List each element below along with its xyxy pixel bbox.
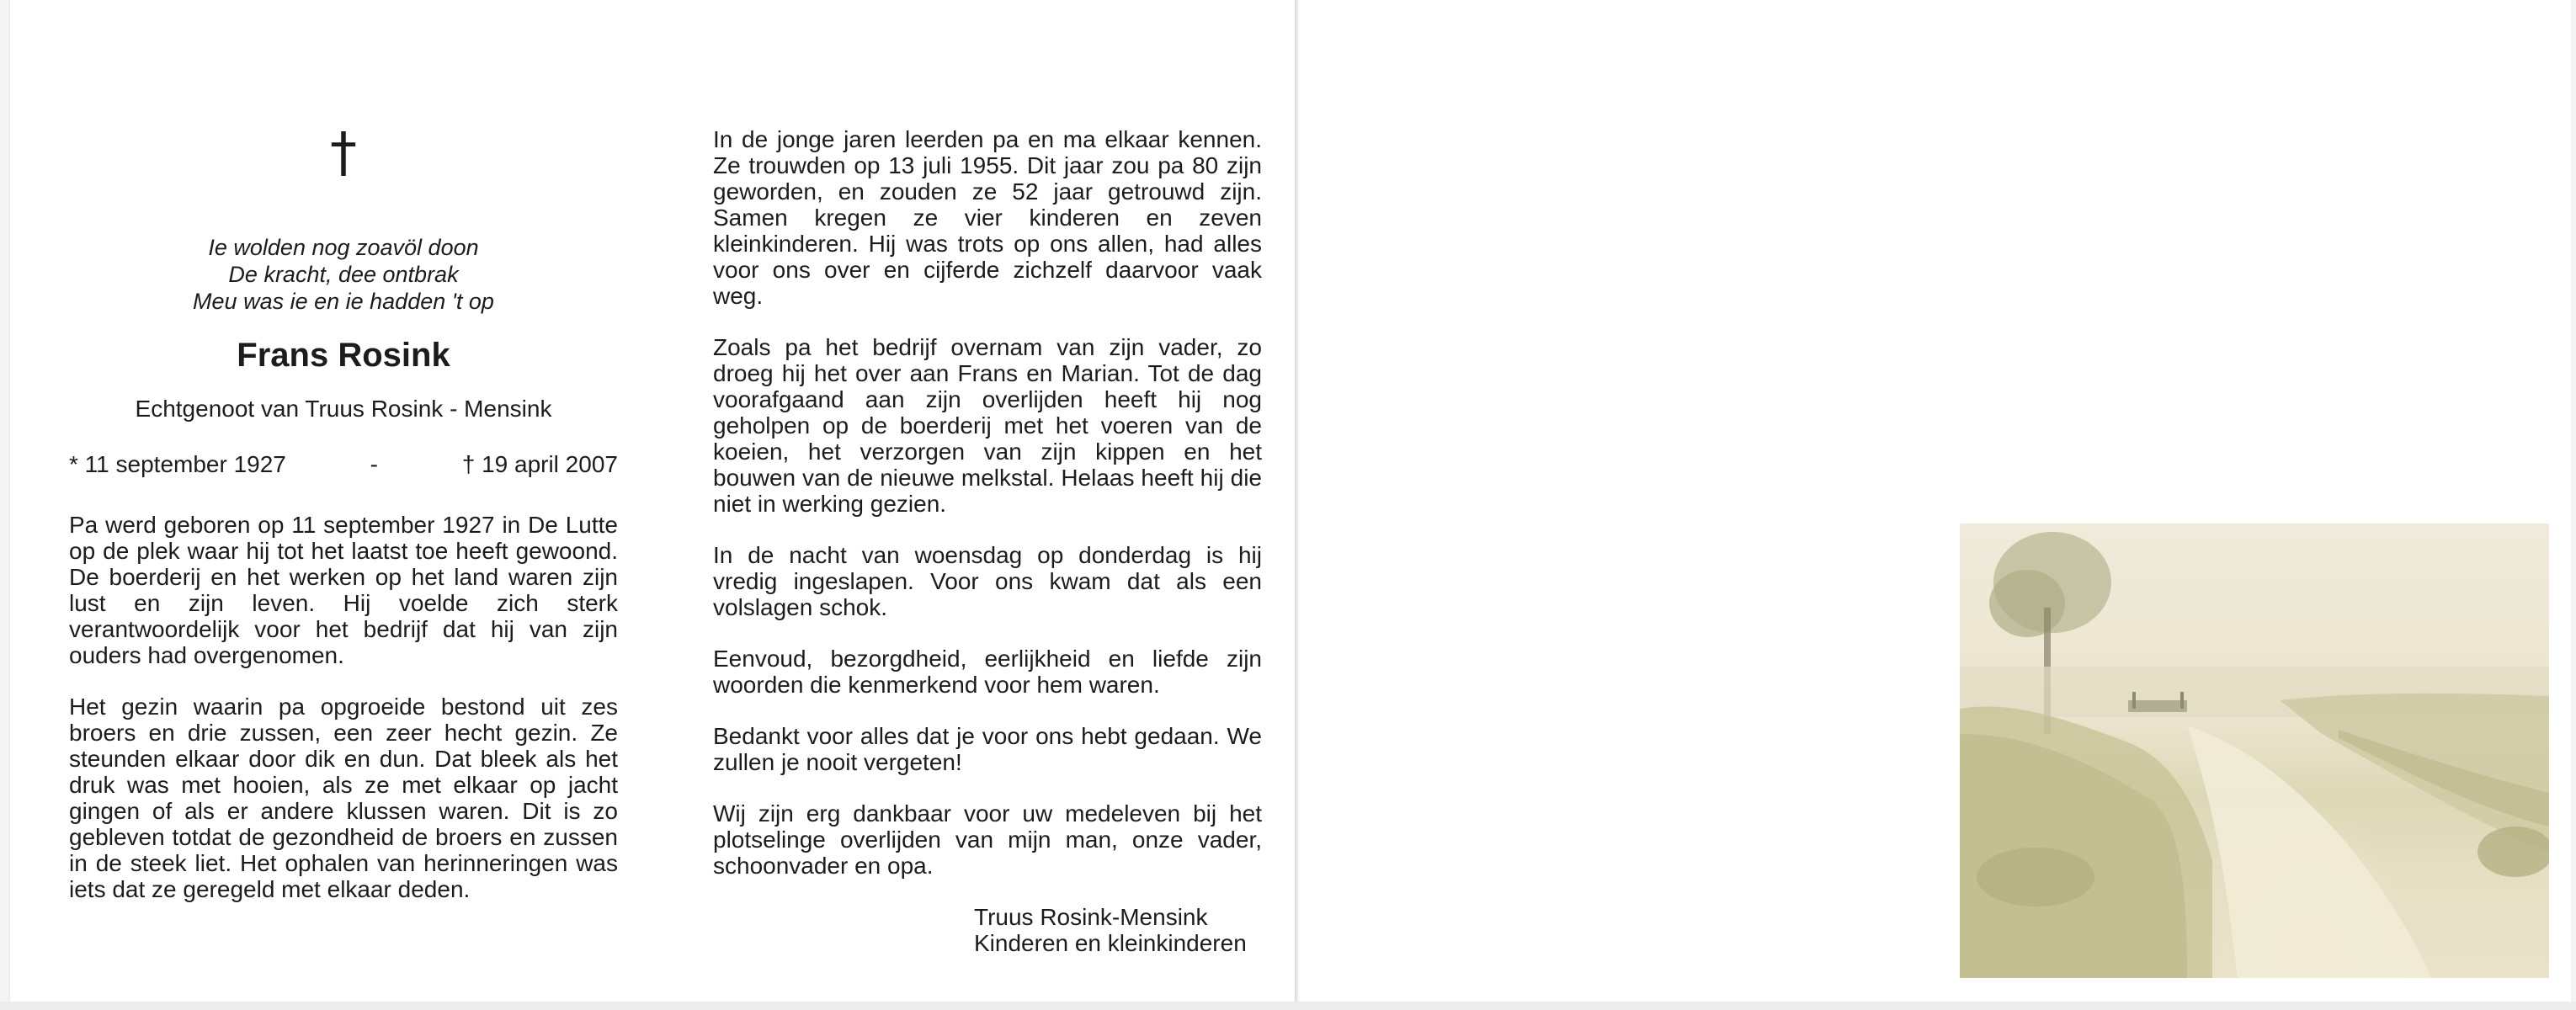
landscape-photo — [1960, 524, 2549, 978]
signature-line: Truus Rosink-Mensink — [974, 904, 1208, 930]
paragraph: Eenvoud, bezorgdheid, eerlijkheid en liefde zijn woorden die kenmerkend voor hem waren. — [713, 646, 1262, 698]
cross-icon: † — [330, 122, 357, 184]
date-separator: - — [370, 451, 378, 477]
death-date: † 19 april 2007 — [461, 451, 618, 477]
scan-edge — [0, 1002, 2576, 1010]
paragraph: Het gezin waarin pa opgroeide bestond uit zes broers en drie zussen, een zeer hecht gezin. Ze steunden elkaar door dik en dun. Dat bleek als het druk was met hooien, als ze met elkaar op jacht gingen of als er andere klussen waren. Dit is zo gebleven totdat de gezondheid de broers en zussen in de steek liet. Het ophalen van herinneringen was iets dat ze geregeld met elkaar deden. — [69, 694, 618, 902]
poem-line: De kracht, dee ontbrak — [228, 262, 459, 287]
inner-spread — [10, 0, 1296, 1002]
poem-line: Ie wolden nog zoavöl doon — [208, 235, 479, 260]
paragraph: Pa werd geboren op 11 september 1927 in De Lutte op de plek waar hij tot het laatst toe heeft gewoond. De boerderij en het werken op het land waren zijn lust en zijn leven. Hij voelde zich sterk verantwoordelijk voor het bedrijf dat hij van zijn ouders had overgenomen. — [69, 512, 618, 668]
paragraph: Bedankt voor alles dat je voor ons hebt gedaan. We zullen je nooit vergeten! — [713, 723, 1262, 775]
signature-line: Kinderen en kleinkinderen — [974, 930, 1247, 956]
paragraph: Zoals pa het bedrijf overnam van zijn vader, zo droeg hij het over aan Frans en Marian. Tot de dag voorafgaand aan zijn overlijden heeft hij nog geholpen op de boerderij met het voeren van de koeien, het verzorgen van zijn kippen en het bouwen van de nieuwe melkstal. Helaas heeft hij die niet in werking gezien. — [713, 334, 1262, 517]
spouse-line: Echtgenoot van Truus Rosink - Mensink — [135, 396, 552, 422]
signature — [974, 904, 1262, 956]
deceased-name: Frans Rosink — [237, 337, 450, 374]
left-column — [69, 122, 618, 926]
poem-line: Meu was ie en ie hadden 't op — [193, 289, 494, 314]
middle-column — [713, 126, 1262, 956]
paragraph: Wij zijn erg dankbaar voor uw medeleven bij het plotselinge overlijden van mijn man, onze vader, schoonvader en opa. — [713, 800, 1262, 879]
landscape-illustration — [1960, 524, 2549, 978]
paragraph: In de jonge jaren leerden pa en ma elkaar kennen. Ze trouwden op 13 juli 1955. Dit jaar zou pa 80 zijn geworden, en zouden ze 52 jaar getrouwd zijn. Samen kregen ze vier kinderen en zeven kleinkinderen. Hij was trots op ons allen, had alles voor ons over en cijferde zichzelf daarvoor vaak weg. — [713, 126, 1262, 309]
paragraph: In de nacht van woensdag op donderdag is hij vredig ingeslapen. Voor ons kwam dat als een volslagen schok. — [713, 542, 1262, 620]
birth-date: * 11 september 1927 — [69, 451, 286, 477]
life-dates — [69, 449, 618, 480]
poem — [69, 234, 618, 315]
